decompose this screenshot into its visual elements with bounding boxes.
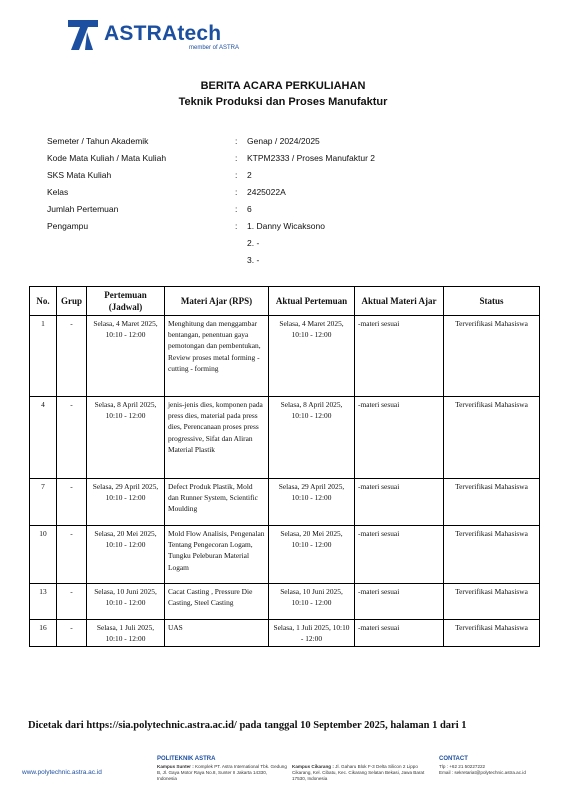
info-value: 6 <box>247 204 252 214</box>
cell-grup: - <box>57 620 87 647</box>
print-note: Dicetak dari https://sia.polytechnic.astra.ac.id/ pada tanggal 10 September 2025, halaman 1 dari 1 <box>28 720 467 731</box>
logo-subtitle: member of ASTRA <box>189 45 240 51</box>
sunter-address-block <box>157 764 287 781</box>
cell-status: Terverifikasi Mahasiswa <box>444 526 540 584</box>
cell-status: Terverifikasi Mahasiswa <box>444 316 540 397</box>
cell-materi: Menghitung dan menggambar bentangan, penentuan gaya pemotongan dan pembentukan, Review proses metal forming - cutting - forming <box>165 316 269 397</box>
info-value: 1. Danny Wicaksono <box>247 221 325 231</box>
table-row <box>30 526 540 584</box>
cell-no: 16 <box>30 620 57 647</box>
attendance-table <box>29 286 540 647</box>
table-row <box>30 620 540 647</box>
col-header-no: No. <box>30 287 57 316</box>
astra-logo-icon <box>66 18 100 52</box>
cell-aktual-materi: -materi sesuai <box>355 620 444 647</box>
cell-status: Terverifikasi Mahasiswa <box>444 479 540 526</box>
cell-aktual: Selasa, 20 Mei 2025, 10:10 - 12:00 <box>269 526 355 584</box>
cell-jadwal: Selasa, 20 Mei 2025, 10:10 - 12:00 <box>87 526 165 584</box>
cell-jadwal: Selasa, 4 Maret 2025, 10:10 - 12:00 <box>87 316 165 397</box>
cell-materi: Mold Flow Analisis, Pengenalan Tentang Pengecoran Logam, Tungku Peleburan Material Logam <box>165 526 269 584</box>
cell-jadwal: Selasa, 1 Juli 2025, 10:10 - 12:00 <box>87 620 165 647</box>
info-value: Genap / 2024/2025 <box>247 136 320 146</box>
info-colon: : <box>235 204 238 214</box>
contact-phone: Tlp : +62 21 50227222 <box>439 764 486 769</box>
page-footer <box>0 752 566 800</box>
col-header-status: Status <box>444 287 540 316</box>
cell-aktual: Selasa, 29 April 2025, 10:10 - 12:00 <box>269 479 355 526</box>
cell-no: 1 <box>30 316 57 397</box>
info-value: KTPM2333 / Proses Manufaktur 2 <box>247 153 376 163</box>
info-label: Pengampu <box>47 221 89 231</box>
info-value: 2 <box>247 170 252 180</box>
cell-aktual-materi: -materi sesuai <box>355 584 444 620</box>
contact-block <box>439 764 564 776</box>
cell-aktual: Selasa, 10 Juni 2025, 10:10 - 12:00 <box>269 584 355 620</box>
cell-status: Terverifikasi Mahasiswa <box>444 620 540 647</box>
info-colon: : <box>235 170 238 180</box>
col-header-jadwal: Pertemuan (Jadwal) <box>87 287 165 316</box>
cell-no: 13 <box>30 584 57 620</box>
info-colon: : <box>235 136 238 146</box>
table-row <box>30 316 540 397</box>
info-value: 3. - <box>247 255 260 265</box>
cell-no: 10 <box>30 526 57 584</box>
contact-title: CONTACT <box>439 756 468 762</box>
sunter-label: Kampus Sunter : <box>157 764 194 769</box>
info-colon: : <box>235 221 238 231</box>
course-title: Teknik Produksi dan Proses Manufaktur <box>178 96 388 108</box>
cell-grup: - <box>57 584 87 620</box>
cell-aktual-materi: -materi sesuai <box>355 479 444 526</box>
cell-aktual-materi: -materi sesuai <box>355 316 444 397</box>
cikarang-address-block <box>292 764 432 781</box>
info-label: Semeter / Tahun Akademik <box>47 136 149 146</box>
cell-aktual: Selasa, 1 Juli 2025, 10:10 - 12:00 <box>269 620 355 647</box>
cell-grup: - <box>57 526 87 584</box>
cell-aktual: Selasa, 4 Maret 2025, 10:10 - 12:00 <box>269 316 355 397</box>
col-header-aktual-materi: Aktual Materi Ajar <box>355 287 444 316</box>
website-link[interactable]: www.polytechnic.astra.ac.id <box>22 769 102 776</box>
cell-aktual-materi: -materi sesuai <box>355 526 444 584</box>
sunter-address: Komplek PT. Astra International Tbk. Gedung B, Jl. Gaya Motor Raya No.8, Sunter II Jakarta 14330, Indonesia <box>157 764 287 781</box>
table-row <box>30 479 540 526</box>
info-colon: : <box>235 153 238 163</box>
cell-jadwal: Selasa, 10 Juni 2025, 10:10 - 12:00 <box>87 584 165 620</box>
cell-grup: - <box>57 397 87 479</box>
cikarang-address: Jl. Gaharu Blok F-3 Delta Silicon 2 Lippo Cikarang, Kel. Cibatu, Kec. Cikarang Selatan Bekasi, Jawa Barat 17530, Indonesia <box>292 764 425 781</box>
col-header-aktual: Aktual Pertemuan <box>269 287 355 316</box>
institution-name: POLITEKNIK ASTRA <box>157 756 216 762</box>
info-label: Kode Mata Kuliah / Mata Kuliah <box>47 153 167 163</box>
cell-jadwal: Selasa, 29 April 2025, 10:10 - 12:00 <box>87 479 165 526</box>
info-value: 2. - <box>247 238 260 248</box>
info-value: 2425022A <box>247 187 286 197</box>
astratech-logo <box>66 18 240 54</box>
cell-grup: - <box>57 316 87 397</box>
info-label: Kelas <box>47 187 69 197</box>
cell-status: Terverifikasi Mahasiswa <box>444 397 540 479</box>
contact-email[interactable]: Email : sekretariat@polytechnic.astra.ac.id <box>439 769 526 775</box>
cell-materi: Cacat Casting , Pressure Die Casting, Steel Casting <box>165 584 269 620</box>
cikarang-label: Kampus Cikarang : <box>292 764 334 769</box>
table-header-row <box>30 287 540 316</box>
info-label: Jumlah Pertemuan <box>47 204 119 214</box>
document-title: BERITA ACARA PERKULIAHAN <box>200 80 366 92</box>
col-header-grup: Grup <box>57 287 87 316</box>
table-row <box>30 397 540 479</box>
table-row <box>30 584 540 620</box>
cell-jadwal: Selasa, 8 April 2025, 10:10 - 12:00 <box>87 397 165 479</box>
logo-brand: ASTRAtech <box>104 22 222 45</box>
cell-materi: Defect Produk Plastik, Mold dan Runner System, Scientific Moulding <box>165 479 269 526</box>
cell-grup: - <box>57 479 87 526</box>
cell-materi: UAS <box>165 620 269 647</box>
cell-no: 7 <box>30 479 57 526</box>
cell-aktual-materi: -materi sesuai <box>355 397 444 479</box>
info-label: SKS Mata Kuliah <box>47 170 112 180</box>
cell-aktual: Selasa, 8 April 2025, 10:10 - 12:00 <box>269 397 355 479</box>
cell-no: 4 <box>30 397 57 479</box>
info-colon: : <box>235 187 238 197</box>
cell-materi: jenis-jenis dies, komponen pada press dies, material pada press dies, Perencanaan proses press progressive, Sifat dan Aliran Material Plastik <box>165 397 269 479</box>
col-header-materi: Materi Ajar (RPS) <box>165 287 269 316</box>
cell-status: Terverifikasi Mahasiswa <box>444 584 540 620</box>
